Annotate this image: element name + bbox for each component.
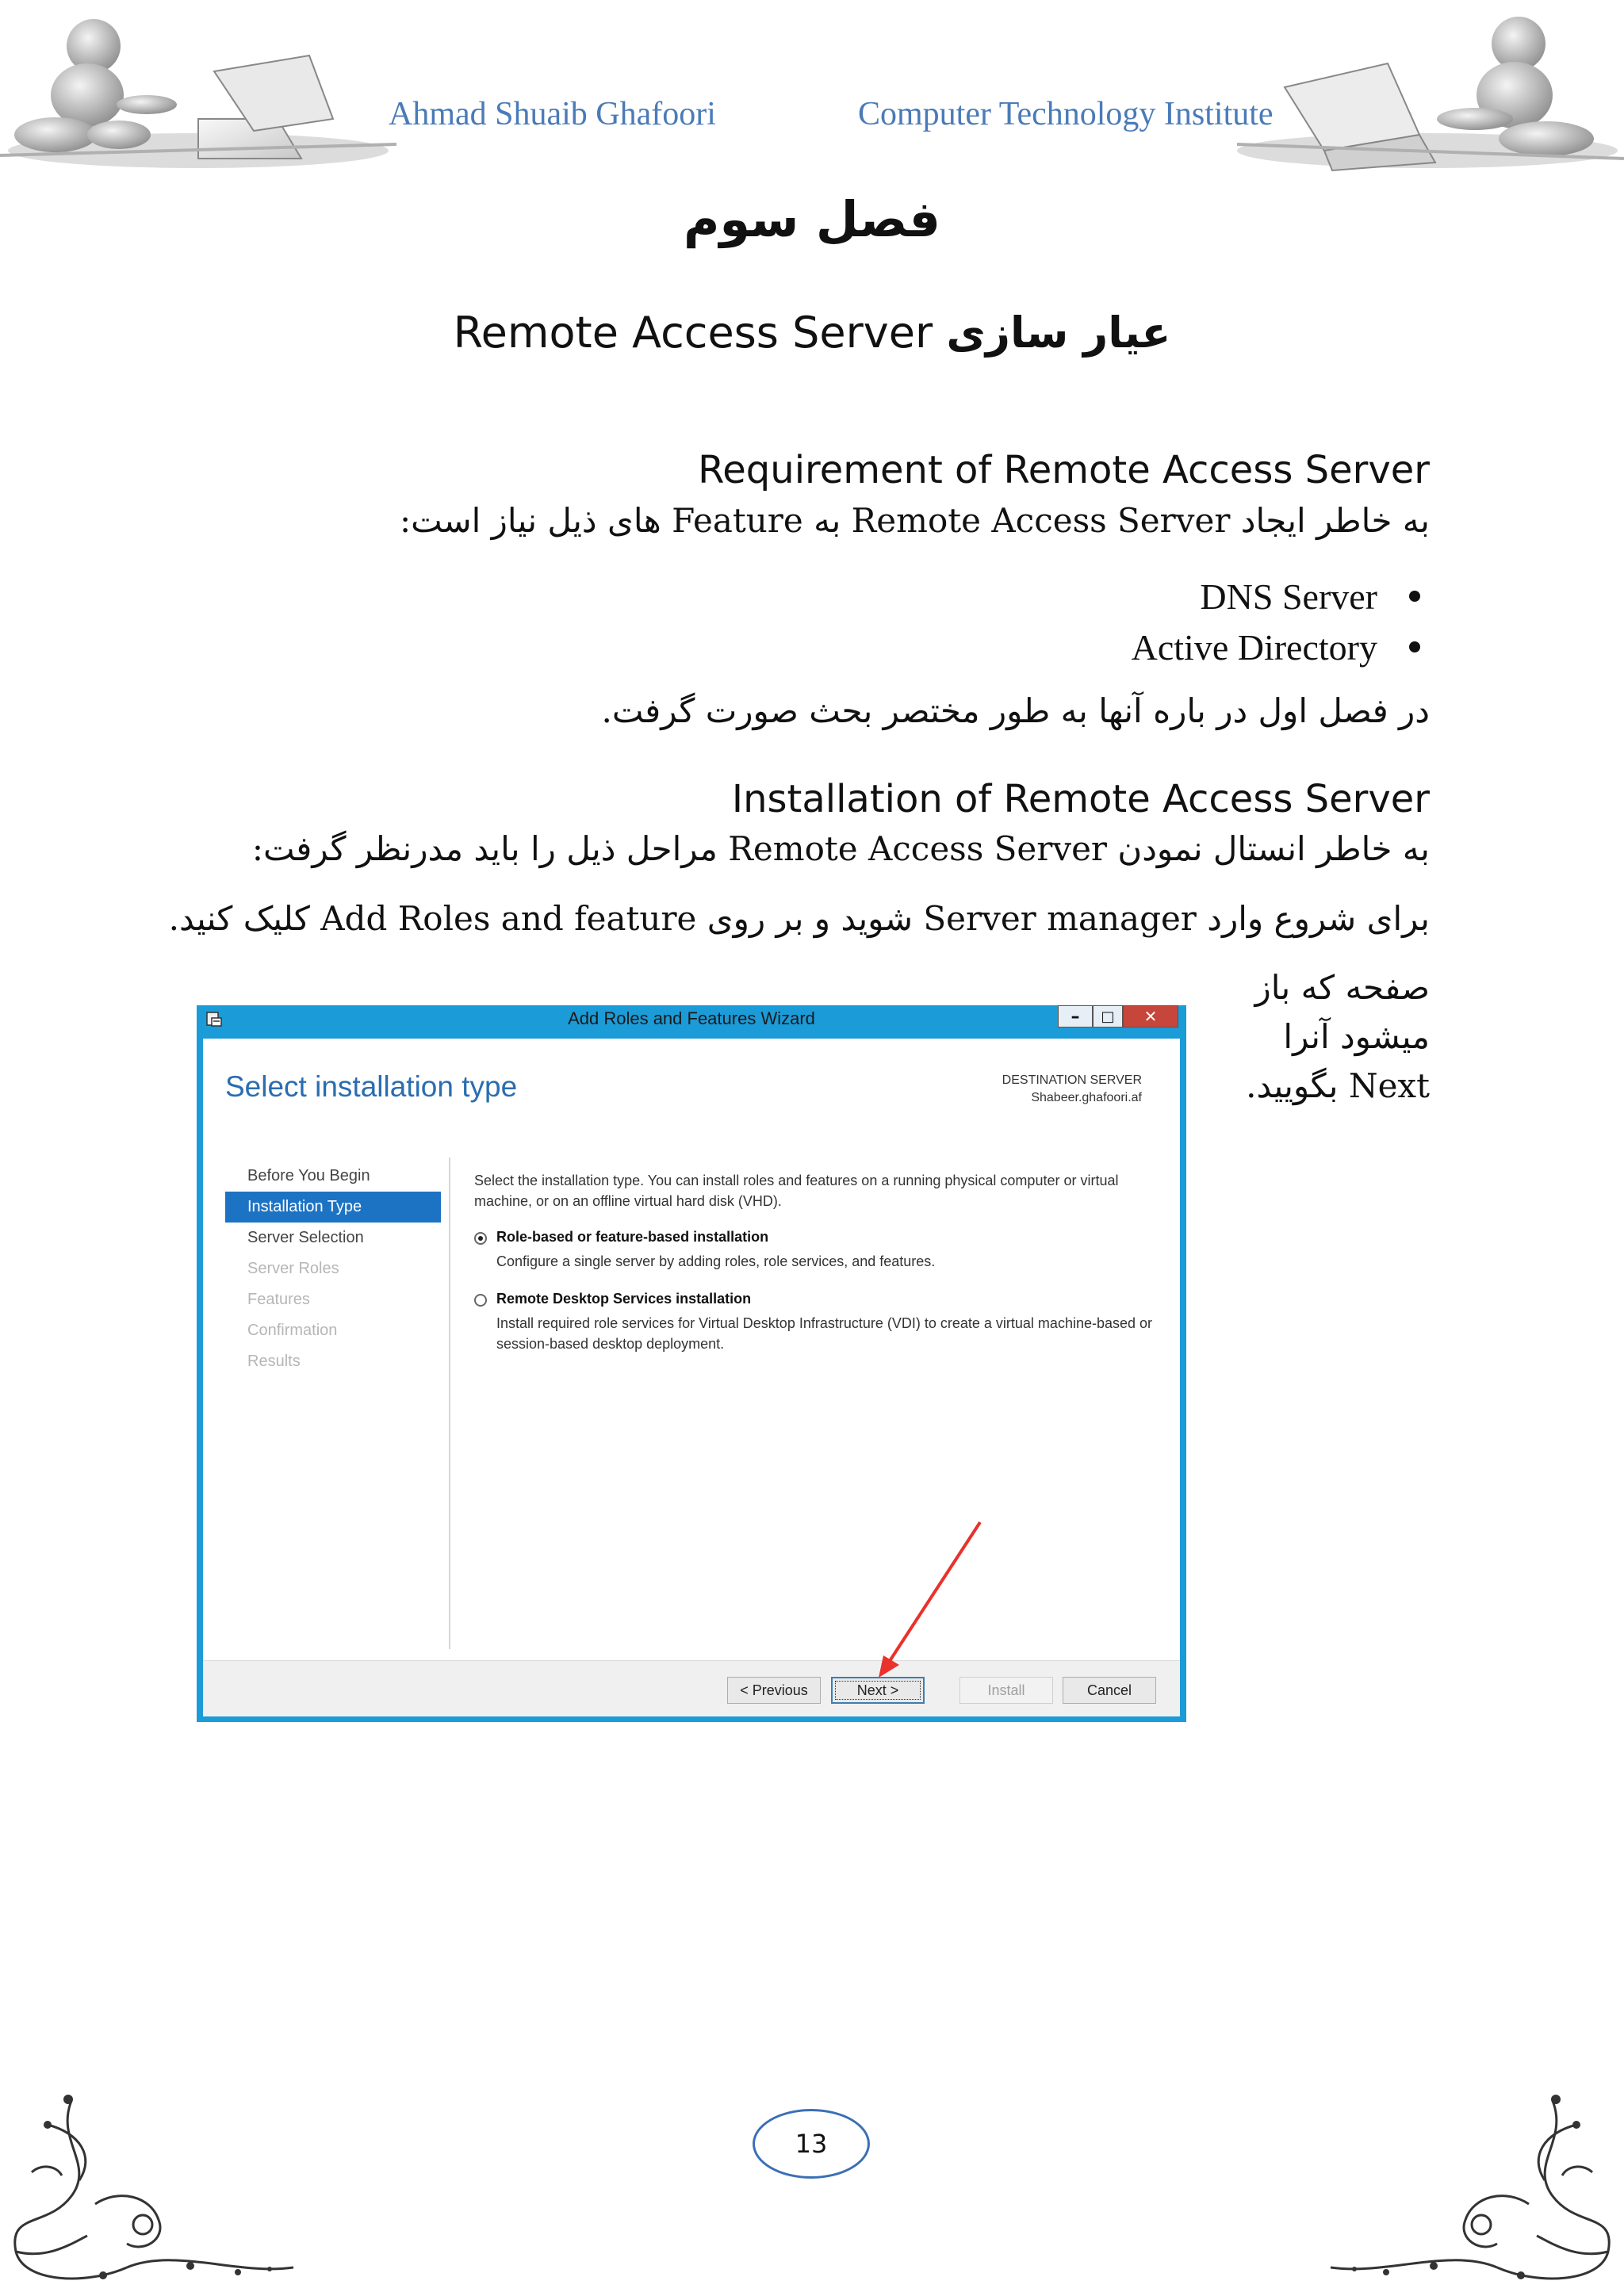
nav-item-results: Results: [247, 1353, 301, 1370]
option-title: Role-based or feature-based installation: [496, 1229, 769, 1245]
destination-server-value: Shabeer.ghafoori.af: [1031, 1091, 1142, 1104]
section-heading-installation: Installation of Remote Access Server: [731, 777, 1430, 821]
install-button: Install: [959, 1677, 1053, 1704]
nav-item-server-roles: Server Roles: [247, 1260, 339, 1277]
page-number-label: 13: [795, 2129, 828, 2159]
left-figure-illustration: [0, 0, 396, 182]
page-number: [753, 2109, 870, 2179]
next-button[interactable]: Next >: [831, 1677, 925, 1704]
nav-item-confirmation: Confirmation: [247, 1322, 338, 1339]
close-icon: ✕: [1143, 1007, 1158, 1026]
requirement-note: در فصل اول در باره آنها به طور مختصر بحث صورت گرفت.: [601, 691, 1430, 730]
list-item-label: DNS Server: [1200, 576, 1377, 617]
side-note-line: صفحه که باز: [1254, 968, 1430, 1007]
nav-item-installation-type[interactable]: Installation Type: [225, 1192, 441, 1223]
wizard-description: Select the installation type. You can install roles and features on a running physical computer or virtual machine, or on an offline virtual hard disk (VHD).: [474, 1173, 1119, 1209]
subject-title: [0, 308, 1624, 358]
subject-title-persian: عیار سازی: [946, 308, 1171, 358]
option-description: Install required role services for Virtual Desktop Infrastructure (VDI) to create a virtual machine-based or session-based desktop deployment.: [496, 1315, 1153, 1352]
cancel-button[interactable]: Cancel: [1063, 1677, 1156, 1704]
minimize-button[interactable]: [1058, 1005, 1093, 1027]
destination-server-label: DESTINATION SERVER: [1002, 1073, 1142, 1087]
list-item-label: Active Directory: [1131, 626, 1377, 668]
minimize-icon: –: [1071, 1006, 1080, 1027]
nav-item-server-selection[interactable]: Server Selection: [247, 1229, 364, 1246]
wizard-heading: Select installation type: [225, 1070, 518, 1103]
section-heading-requirement: Requirement of Remote Access Server: [698, 448, 1430, 492]
close-button[interactable]: [1123, 1005, 1178, 1027]
left-floral-ornament: [0, 2077, 412, 2296]
bullet-icon: [1409, 591, 1420, 602]
right-floral-ornament: [1212, 2077, 1624, 2296]
side-note-line: میشود آنرا: [1283, 1017, 1430, 1056]
bullet-icon: [1409, 641, 1420, 652]
header-institute: Computer Technology Institute: [858, 96, 1274, 132]
header-author: Ahmad Shuaib Ghafoori: [389, 96, 716, 132]
maximize-button[interactable]: [1093, 1005, 1123, 1027]
requirement-intro: به خاطر ایجاد Remote Access Server به Feature های ذیل نیاز است:: [400, 501, 1430, 540]
option-title: Remote Desktop Services installation: [496, 1291, 752, 1307]
side-note-line: Next بگویید.: [1246, 1066, 1430, 1105]
wizard-client-area: [203, 1039, 1180, 1716]
nav-item-before-you-begin[interactable]: Before You Begin: [247, 1167, 370, 1184]
red-arrow-annotation: [203, 1039, 1180, 1716]
installation-intro: به خاطر انستال نمودن Remote Access Server مراحل ذیل را باید مدرنظر گرفت:: [251, 829, 1430, 868]
option-description: Configure a single server by adding roles, role services, and features.: [496, 1253, 936, 1269]
subject-title-english: Remote Access Server: [453, 308, 933, 358]
chapter-title: فصل سوم: [684, 190, 940, 248]
installation-step: برای شروع وارد Server manager شوید و بر روی Add Roles and feature کلیک کنید.: [168, 899, 1430, 938]
requirement-list: [1132, 571, 1430, 672]
list-item: [1132, 622, 1430, 672]
wizard-window: [197, 1005, 1186, 1722]
previous-button[interactable]: < Previous: [727, 1677, 821, 1704]
right-figure-illustration: [1237, 0, 1624, 182]
maximize-icon: □: [1101, 1008, 1115, 1025]
nav-item-features: Features: [247, 1291, 310, 1308]
list-item: [1132, 571, 1430, 622]
wizard-title: Add Roles and Features Wizard: [568, 1008, 815, 1028]
wizard-titlebar: [197, 1005, 1186, 1039]
side-note: [1246, 963, 1430, 1111]
